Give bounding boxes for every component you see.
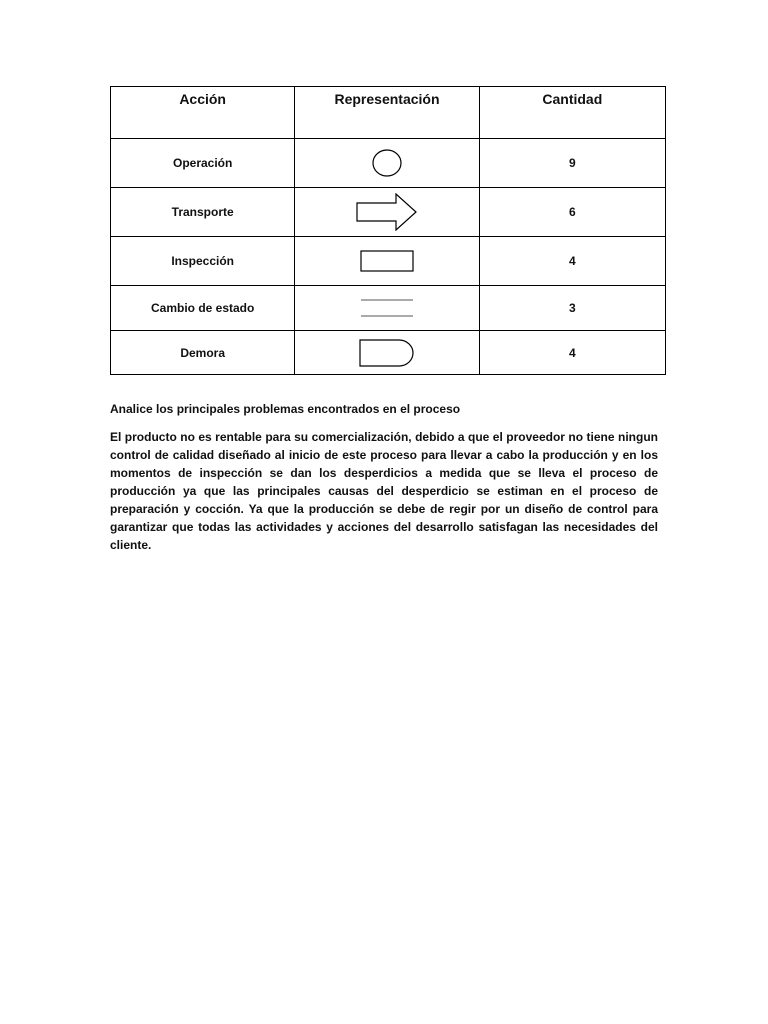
header-cantidad: Cantidad bbox=[479, 87, 665, 139]
representacion-cell bbox=[295, 331, 479, 375]
analysis-paragraph: El producto no es rentable para su comercialización, debido a que el proveedor no tiene ningun control de calidad diseñado al inicio de este proceso para llevar a cabo la producción y en los momentos de inspección se dan los desperdicios a medida que se lleva el proceso de producción ya que las principales causas del desperdicio se estiman en el proceso de preparación y cocción. Ya que la producción se debe de regir por un diseño de control para garantizar que todas las actividades y acciones del desarrollo satisfagan las necesidades del cliente. bbox=[110, 430, 658, 552]
table-row bbox=[111, 286, 666, 331]
table-row bbox=[111, 139, 666, 188]
d-shape-icon bbox=[359, 339, 415, 367]
analysis-heading: Analice los principales problemas encontrados en el proceso bbox=[110, 402, 461, 416]
accion-cell: Transporte bbox=[111, 188, 295, 237]
rectangle-icon bbox=[360, 250, 414, 272]
cantidad-cell: 3 bbox=[479, 286, 665, 331]
representacion-cell bbox=[295, 286, 479, 331]
double-line-icon bbox=[360, 298, 414, 318]
table-header-row bbox=[111, 87, 666, 139]
representacion-cell bbox=[295, 139, 479, 188]
accion-cell: Operación bbox=[111, 139, 295, 188]
circle-icon bbox=[371, 148, 403, 178]
arrow-right-icon bbox=[356, 193, 418, 231]
accion-cell: Inspección bbox=[111, 237, 295, 286]
representacion-cell bbox=[295, 188, 479, 237]
table-row bbox=[111, 188, 666, 237]
table-row bbox=[111, 331, 666, 375]
cantidad-cell: 4 bbox=[479, 237, 665, 286]
cantidad-cell: 6 bbox=[479, 188, 665, 237]
cantidad-cell: 4 bbox=[479, 331, 665, 375]
representacion-cell bbox=[295, 237, 479, 286]
header-representacion: Representación bbox=[295, 87, 479, 139]
process-symbols-table bbox=[110, 86, 666, 375]
accion-cell: Demora bbox=[111, 331, 295, 375]
header-accion: Acción bbox=[111, 87, 295, 139]
cantidad-cell: 9 bbox=[479, 139, 665, 188]
accion-cell: Cambio de estado bbox=[111, 286, 295, 331]
table-row bbox=[111, 237, 666, 286]
